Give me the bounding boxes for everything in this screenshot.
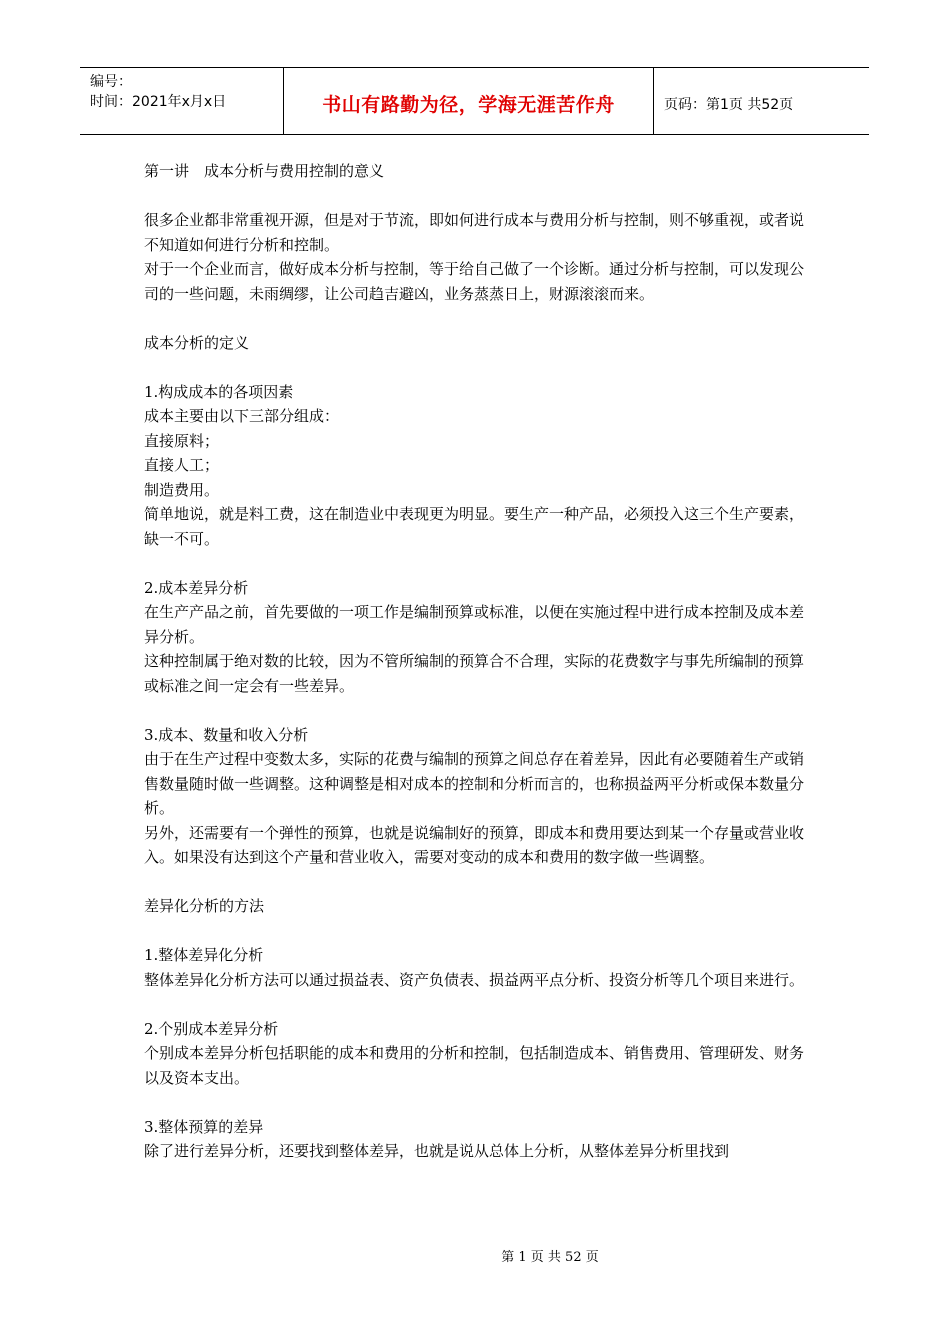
paragraph: 成本分析的定义 bbox=[144, 333, 250, 352]
paragraph: 2.个别成本差异分析 bbox=[144, 1019, 279, 1038]
paragraph: 2.成本差异分析 bbox=[144, 578, 249, 597]
blank-line bbox=[144, 1090, 808, 1115]
paragraph: 个别成本差异分析包括职能的成本和费用的分析和控制，包括制造成本、销售费用、管理研发、财务以及资本支出。 bbox=[144, 1044, 805, 1087]
paragraph: 这种控制属于绝对数的比较，因为不管所编制的预算合不合理，实际的花费数字与事先所编制的预算或标准之间一定会有一些差异。 bbox=[144, 652, 805, 695]
blank-line bbox=[144, 355, 808, 380]
paragraph: 3.成本、数量和收入分析 bbox=[144, 725, 309, 744]
paragraph: 第一讲 成本分析与费用控制的意义 bbox=[144, 162, 385, 180]
paragraph: 直接原料； bbox=[144, 431, 220, 450]
paragraph: 1.构成成本的各项因素 bbox=[144, 382, 294, 401]
paragraph: 很多企业都非常重视开源，但是对于节流，即如何进行成本与费用分析与控制，则不够重视，或者说不知道如何进行分析和控制。 bbox=[144, 211, 805, 254]
blank-line bbox=[144, 992, 808, 1017]
document-body bbox=[144, 159, 808, 1164]
paragraph: 除了进行差异分析，还要找到整体差异，也就是说从总体上分析，从整体差异分析里找到 bbox=[144, 1142, 730, 1160]
paragraph: 对于一个企业而言，做好成本分析与控制，等于给自己做了一个诊断。通过分析与控制，可以发现公司的一些问题，未雨绸缪，让公司趋吉避凶，业务蒸蒸日上，财源滚滚而来。 bbox=[144, 260, 805, 303]
blank-line bbox=[144, 306, 808, 331]
page-header bbox=[80, 67, 869, 135]
header-motto: 书山有路勤为径，学海无涯苦作舟 bbox=[322, 94, 615, 116]
paragraph: 整体差异化分析方法可以通过损益表、资产负债表、损益两平点分析、投资分析等几个项目来进行。 bbox=[144, 970, 805, 989]
blank-line bbox=[144, 698, 808, 723]
time-label: 时间：2021年x月x日 bbox=[90, 94, 227, 110]
paragraph: 差异化分析的方法 bbox=[144, 897, 265, 915]
paragraph: 在生产产品之前，首先要做的一项工作是编制预算或标准，以便在实施过程中进行成本控制及成本差异分析。 bbox=[144, 603, 805, 646]
page-footer bbox=[0, 1246, 950, 1265]
paragraph: 1.整体差异化分析 bbox=[144, 946, 264, 964]
paragraph: 由于在生产过程中变数太多，实际的花费与编制的预算之间总存在着差异，因此有必要随着生产或销售数量随时做一些调整。这种调整是相对成本的控制和分析而言的，也称损益两平分析或保本数量分析。 bbox=[144, 750, 805, 817]
paragraph: 另外，还需要有一个弹性的预算，也就是说编制好的预算，即成本和费用要达到某一个存量或营业收入。如果没有达到这个产量和营业收入，需要对变动的成本和费用的数字做一些调整。 bbox=[144, 823, 805, 866]
blank-line bbox=[144, 919, 808, 944]
paragraph: 简单地说，就是料工费，这在制造业中表现更为明显。要生产一种产品，必须投入这三个生产要素，缺一不可。 bbox=[144, 505, 805, 548]
paragraph: 直接人工； bbox=[144, 456, 220, 474]
blank-line bbox=[144, 870, 808, 895]
paragraph: 成本主要由以下三部分组成： bbox=[144, 407, 340, 425]
paragraph: 3.整体预算的差异 bbox=[144, 1117, 264, 1136]
footer-page-number: 第 1 页 共 52 页 bbox=[501, 1250, 599, 1265]
header-page-info: 页码：第1页 共52页 bbox=[664, 97, 794, 113]
serial-label: 编号： bbox=[90, 74, 132, 90]
blank-line bbox=[144, 551, 808, 576]
blank-line bbox=[144, 184, 808, 209]
paragraph: 制造费用。 bbox=[144, 480, 220, 499]
header-divider bbox=[653, 68, 654, 134]
header-meta bbox=[90, 72, 226, 112]
